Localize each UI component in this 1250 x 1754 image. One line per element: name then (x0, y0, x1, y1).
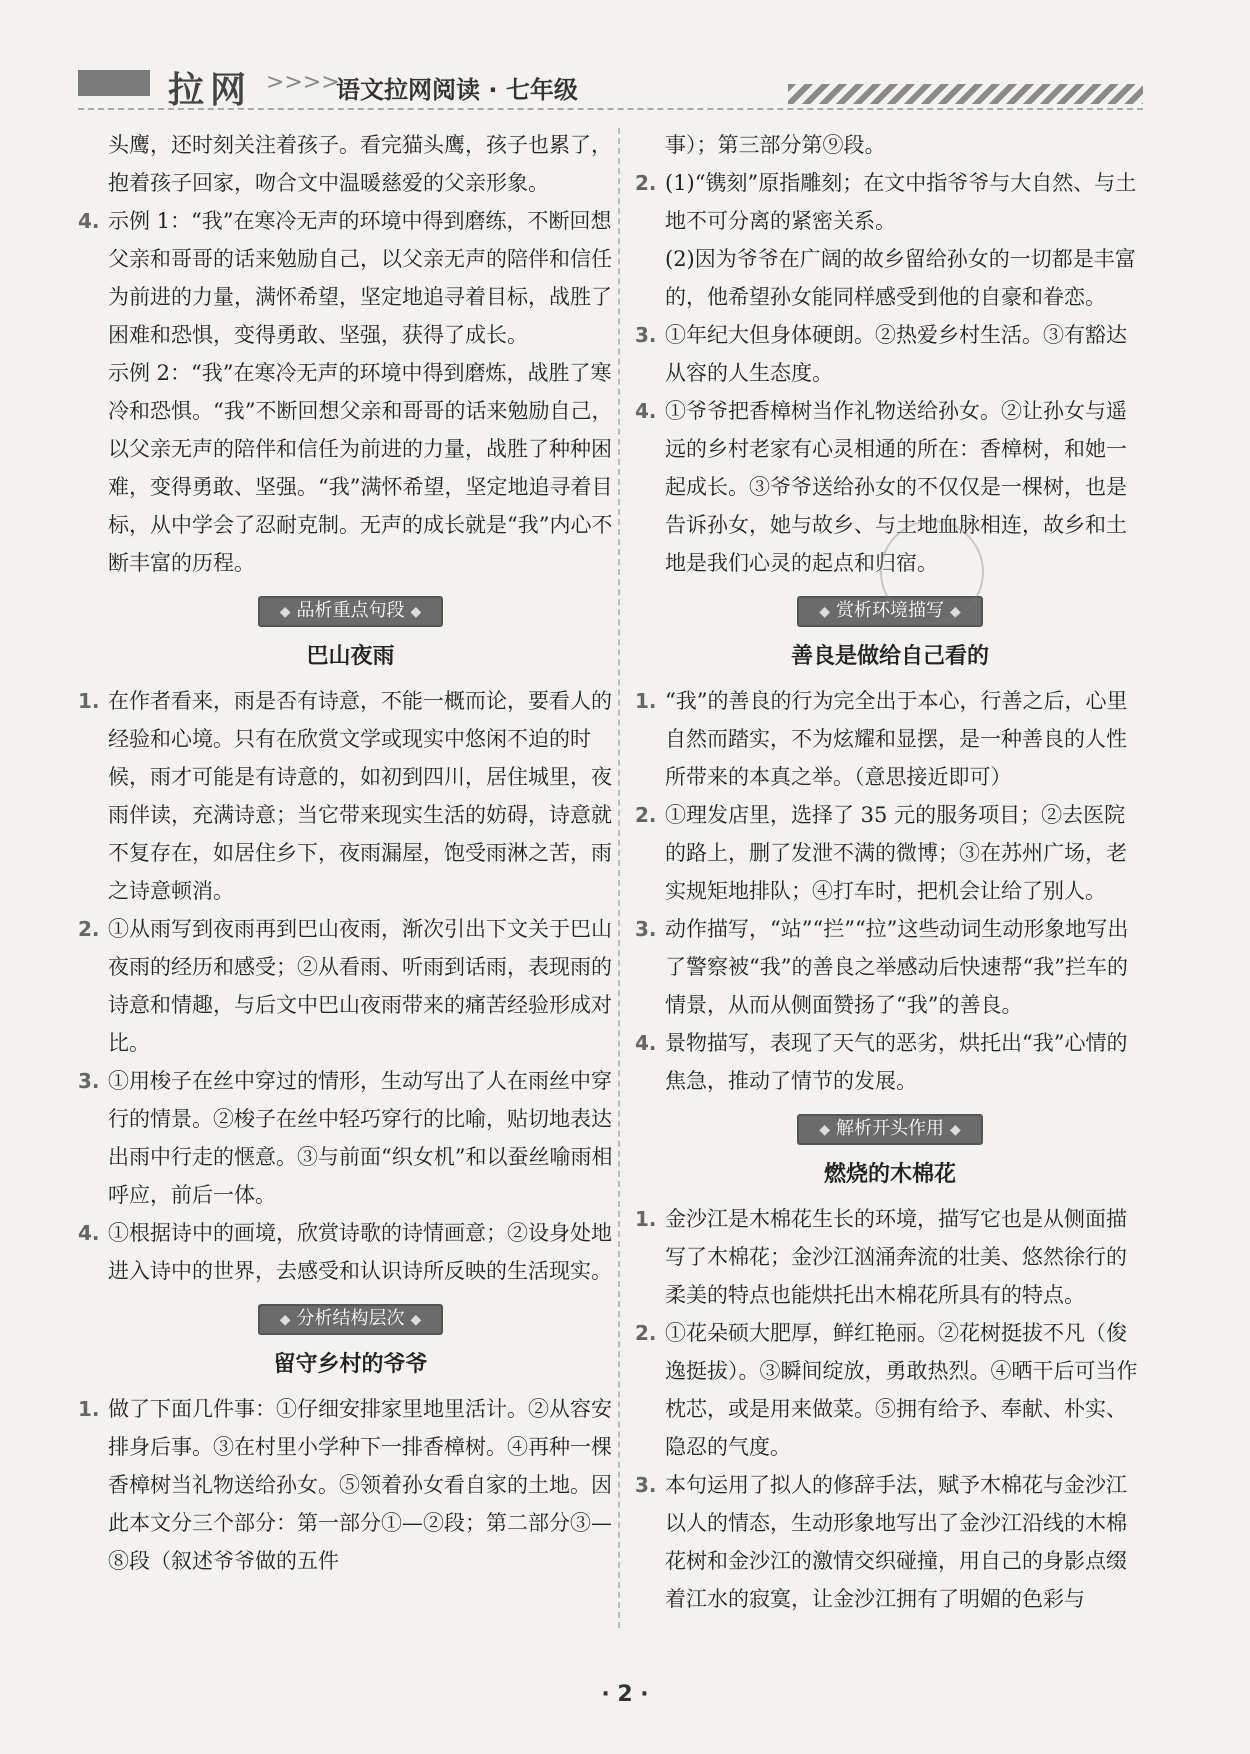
item-number: 1. (635, 689, 657, 713)
answer-text: 做了下面几件事：①仔细安排家里地里活计。②从容安排身后事。③在村里小学种下一排香樟树。④再种一棵香樟树当礼物送给孙女。⑤领着孙女看自家的土地。因此本文分三个部分：第一部分①—②段；第二部分③—⑧段（叙述爷爷做的五件 (108, 1397, 612, 1573)
example-2: 示例 2：“我”在寒冷无声的环境中得到磨炼，战胜了寒冷和恐惧。“我”不断回想父亲和哥哥的话来勉励自己，以父亲无声的陪伴和信任为前进的力量，战胜了种种困难，变得勇敢、坚强。“我”满怀希望，坚定地追寻着目标，从中学会了忍耐克制。无声的成长就是“我”内心不断丰富的历程。 (108, 361, 613, 575)
item-number: 2. (635, 803, 657, 827)
answer-text: (1)“镌刻”原指雕刻；在文中指爷爷与大自然、与土地不可分离的紧密关系。 (665, 171, 1137, 233)
answer-text: ①年纪大但身体硬朗。②热爱乡村生活。③有豁达从容的人生态度。 (665, 323, 1127, 385)
header-divider (78, 108, 1143, 110)
answer-item (635, 1466, 1145, 1618)
answer-item (78, 202, 623, 582)
answer-text: 在作者看来，雨是否有诗意，不能一概而论，要看人的经验和心境。只有在欣赏文学或现实中悠闲不迫的时候，雨才可能是有诗意的，如初到四川，居住城里，夜雨伴读，充满诗意；当它带来现实生活的妨碍，诗意就不复存在，如居住乡下，夜雨漏屋，饱受雨淋之苦，雨之诗意顿消。 (108, 689, 612, 903)
continued-text: 头鹰，还时刻关注着孩子。看完猫头鹰，孩子也累了，抱着孩子回家，吻合文中温暖慈爱的父亲形象。 (108, 133, 612, 195)
section-badge (78, 596, 623, 628)
item-number: 1. (635, 1207, 657, 1231)
stamp-seal (880, 520, 984, 624)
item-number: 3. (78, 1069, 100, 1093)
item-number: 2. (635, 171, 657, 195)
answer-item (635, 796, 1145, 910)
header-bar (78, 70, 150, 96)
diamond-icon: ◆ (279, 604, 291, 620)
answer-item (78, 910, 623, 1062)
diamond-icon: ◆ (410, 1312, 422, 1328)
answer-text: “我”的善良的行为完全出于本心，行善之后，心里自然而踏实，不为炫耀和显摆，是一种善良的人性所带来的本真之举。（意思接近即可） (665, 689, 1128, 789)
section-badge (635, 1114, 1145, 1146)
badge-label: 品析重点句段 (296, 600, 405, 621)
article-title: 善良是做给自己看的 (790, 643, 989, 669)
answer-text: (2)因为爷爷在广阔的故乡留给孙女的一切都是丰富的，他希望孙女能同样感受到他的自豪和眷恋。 (665, 247, 1136, 309)
article-title: 巴山夜雨 (306, 643, 395, 669)
answer-text: 景物描写，表现了天气的恶劣，烘托出“我”心情的焦急，推动了情节的发展。 (665, 1031, 1128, 1093)
header-logo: 拉网 (168, 69, 253, 111)
answer-text: 动作描写，“站”“拦”“拉”这些动词生动形象地写出了警察被“我”的善良之举感动后快速帮“我”拦车的情景，从而从侧面赞扬了“我”的善良。 (665, 917, 1129, 1017)
item-number: 4. (635, 399, 657, 423)
section-badge (78, 1304, 623, 1336)
answer-list (78, 682, 623, 1290)
answer-item (635, 682, 1145, 796)
diamond-icon: ◆ (410, 604, 422, 620)
item-number: 3. (635, 1473, 657, 1497)
header-title: 语文拉网阅读 · 七年级 (336, 76, 578, 104)
answer-item (78, 1214, 623, 1290)
article-title: 留守乡村的爷爷 (273, 1351, 428, 1377)
item-number: 1. (78, 689, 100, 713)
item-number: 2. (635, 1321, 657, 1345)
answer-text: 本句运用了拟人的修辞手法，赋予木棉花与金沙江以人的情态，生动形象地写出了金沙江沿线的木棉花树和金沙江的激情交织碰撞，用自己的身影点缀着江水的寂寞，让金沙江拥有了明媚的色彩与 (665, 1473, 1127, 1611)
page-header (78, 62, 1143, 111)
left-column (78, 126, 623, 1580)
example-1: 示例 1：“我”在寒冷无声的环境中得到磨练，不断回想父亲和哥哥的话来勉励自己，以父亲无声的陪伴和信任为前进的力量，满怀希望，坚定地追寻着目标，战胜了困难和恐惧，变得勇敢、坚强，获得了成长。 (108, 209, 612, 347)
answer-item (78, 1390, 623, 1580)
answer-text: ①根据诗中的画境，欣赏诗歌的诗情画意；②设身处地进入诗中的世界，去感受和认识诗所反映的生活现实。 (108, 1221, 612, 1283)
continued-text: 事）；第三部分第⑨段。 (665, 133, 886, 157)
answer-item (635, 1200, 1145, 1314)
item-number: 4. (78, 209, 100, 233)
answer-item (635, 316, 1145, 392)
badge-label: 分析结构层次 (296, 1308, 405, 1329)
badge-label: 赏析环境描写 (836, 600, 944, 621)
diamond-icon: ◆ (950, 1122, 961, 1138)
header-stripes (788, 84, 1143, 104)
diamond-icon: ◆ (950, 604, 961, 620)
item-number: 4. (78, 1221, 100, 1245)
right-column (635, 126, 1145, 1618)
diamond-icon: ◆ (279, 1312, 291, 1328)
item-number: 3. (635, 917, 657, 941)
badge-label: 解析开头作用 (836, 1118, 944, 1139)
answer-item (78, 682, 623, 910)
answer-item (635, 1314, 1145, 1466)
answer-text: 金沙江是木棉花生长的环境，描写它也是从侧面描写了木棉花；金沙江汹涌奔流的壮美、悠然徐行的柔美的特点也能烘托出木棉花所具有的特点。 (665, 1207, 1127, 1307)
answer-text: ①花朵硕大肥厚，鲜红艳丽。②花树挺拔不凡（俊逸挺拔）。③瞬间绽放，勇敢热烈。④晒干后可当作枕芯，或是用来做菜。⑤拥有给予、奉献、朴实、隐忍的气度。 (665, 1321, 1138, 1459)
answer-item (635, 164, 1145, 316)
diamond-icon: ◆ (819, 1122, 830, 1138)
answer-text: ①爷爷把香樟树当作礼物送给孙女。②让孙女与遥远的乡村老家有心灵相通的所在：香樟树，和她一起成长。③爷爷送给孙女的不仅仅是一棵树，也是告诉孙女，她与故乡、与土地血脉相连，故乡和土地是我们心灵的起点和归宿。 (665, 399, 1127, 575)
answer-list (635, 682, 1145, 1100)
answer-item (635, 1024, 1145, 1100)
item-number: 1. (78, 1397, 100, 1421)
item-number: 2. (78, 917, 100, 941)
answer-text: ①理发店里，选择了 35 元的服务项目；②去医院的路上，删了发泄不满的微博；③在苏州广场，老实规矩地排队；④打车时，把机会让给了别人。 (665, 803, 1127, 903)
header-arrows: >>>> (266, 70, 340, 95)
answer-text: ①用梭子在丝中穿过的情形，生动写出了人在雨丝中穿行的情景。②梭子在丝中轻巧穿行的比喻，贴切地表达出雨中行走的惬意。③与前面“织女机”和以蚕丝喻雨相呼应，前后一体。 (108, 1069, 613, 1207)
item-number: 4. (635, 1031, 657, 1055)
answer-item (635, 910, 1145, 1024)
diamond-icon: ◆ (819, 604, 830, 620)
article-title: 燃烧的木棉花 (823, 1161, 956, 1187)
page-number: · 2 · (601, 1682, 649, 1707)
item-number: 3. (635, 323, 657, 347)
answer-list (635, 1200, 1145, 1618)
answer-item (78, 1062, 623, 1214)
answer-text: ①从雨写到夜雨再到巴山夜雨，渐次引出下文关于巴山夜雨的经历和感受；②从看雨、听雨到话雨，表现雨的诗意和情趣，与后文中巴山夜雨带来的痛苦经验形成对比。 (108, 917, 612, 1055)
